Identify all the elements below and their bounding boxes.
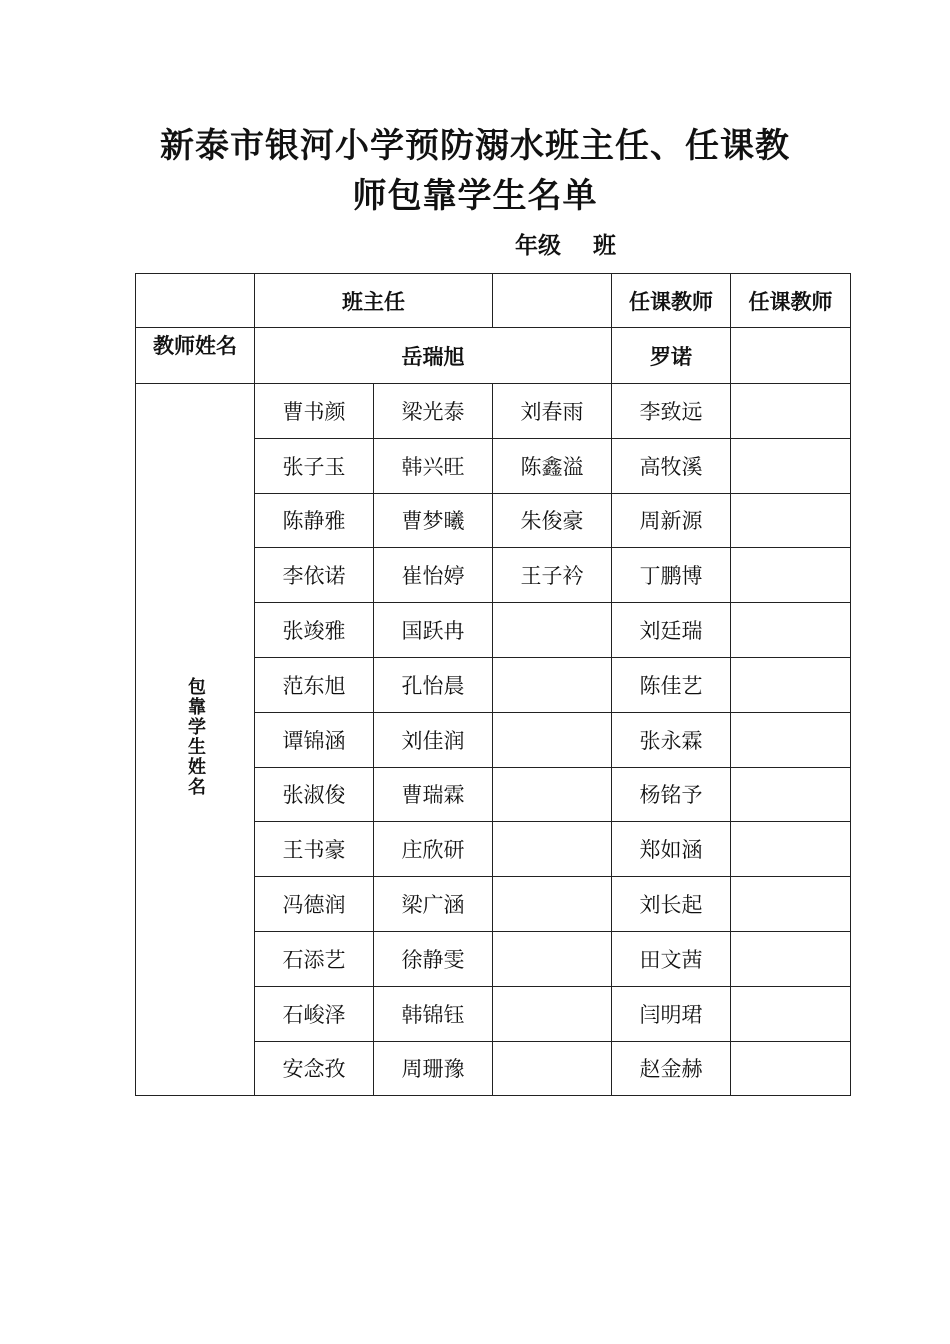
student-cell [493,1041,612,1096]
document-title-line-2: 师包靠学生名单 [352,176,598,216]
student-cell: 梁光泰 [374,384,493,439]
header-blank-cell [136,274,255,328]
table-row [136,384,851,439]
student-cell [731,822,851,877]
student-cell [493,603,612,658]
student-cell: 郑如涵 [612,822,731,877]
student-cell: 庄欣研 [374,822,493,877]
student-cell [731,657,851,712]
student-cell: 梁广涵 [374,877,493,932]
subject-teacher-1-name: 罗诺 [612,328,731,384]
student-cell [493,822,612,877]
grade-class-label: 年级 班 [515,232,617,259]
head-teacher-name: 岳瑞旭 [255,328,612,384]
student-cell: 丁鹏博 [612,548,731,603]
student-cell [493,986,612,1041]
student-cell: 田文茜 [612,931,731,986]
teacher-name-row [136,328,851,384]
student-cell: 张竣雅 [255,603,374,658]
student-cell: 王子衿 [493,548,612,603]
subject-teacher-2-name [731,328,851,384]
student-cell [731,986,851,1041]
student-cell: 刘春雨 [493,384,612,439]
student-cell [493,712,612,767]
student-cell: 冯德润 [255,877,374,932]
student-cell: 赵金赫 [612,1041,731,1096]
student-cell: 周新源 [612,493,731,548]
student-cell [731,493,851,548]
header-head-teacher: 班主任 [255,274,493,328]
students-label-cell [136,384,255,1096]
student-cell: 张永霖 [612,712,731,767]
student-cell [493,931,612,986]
student-cell: 徐静雯 [374,931,493,986]
student-cell: 周珊豫 [374,1041,493,1096]
document-title-line-1: 新泰市银河小学预防溺水班主任、任课教 [160,126,790,166]
teacher-name-label: 教师姓名 [136,328,255,384]
student-cell: 谭锦涵 [255,712,374,767]
student-cell: 韩兴旺 [374,438,493,493]
student-cell [731,767,851,822]
student-cell: 陈佳艺 [612,657,731,712]
student-cell: 石添艺 [255,931,374,986]
student-cell [731,438,851,493]
student-cell: 石峻泽 [255,986,374,1041]
student-cell: 陈鑫溢 [493,438,612,493]
student-cell: 张子玉 [255,438,374,493]
student-cell: 韩锦钰 [374,986,493,1041]
student-cell: 安念孜 [255,1041,374,1096]
student-cell: 崔怡婷 [374,548,493,603]
students-label: 包靠学生姓名 [185,677,206,798]
student-cell: 曹瑞霖 [374,767,493,822]
student-cell: 李致远 [612,384,731,439]
student-cell [493,877,612,932]
student-cell: 张淑俊 [255,767,374,822]
header-subject-teacher-2: 任课教师 [731,274,851,328]
student-cell: 高牧溪 [612,438,731,493]
student-cell: 刘佳润 [374,712,493,767]
student-cell [731,1041,851,1096]
header-subject-teacher-1: 任课教师 [612,274,731,328]
student-cell [731,931,851,986]
student-cell: 孔怡晨 [374,657,493,712]
student-cell: 陈静雅 [255,493,374,548]
student-cell [731,548,851,603]
student-cell: 曹梦曦 [374,493,493,548]
student-assignment-table [135,273,851,1096]
student-cell: 刘廷瑞 [612,603,731,658]
student-cell [493,767,612,822]
header-blank-cell [493,274,612,328]
student-cell: 国跃冉 [374,603,493,658]
student-cell: 杨铭予 [612,767,731,822]
student-cell [731,384,851,439]
student-cell [731,712,851,767]
student-cell: 王书豪 [255,822,374,877]
student-cell: 朱俊豪 [493,493,612,548]
student-cell: 刘长起 [612,877,731,932]
student-cell [493,657,612,712]
table-header-row [136,274,851,328]
student-cell: 闫明珺 [612,986,731,1041]
student-cell: 曹书颜 [255,384,374,439]
student-cell: 范东旭 [255,657,374,712]
student-cell [731,603,851,658]
student-cell [731,877,851,932]
student-cell: 李依诺 [255,548,374,603]
